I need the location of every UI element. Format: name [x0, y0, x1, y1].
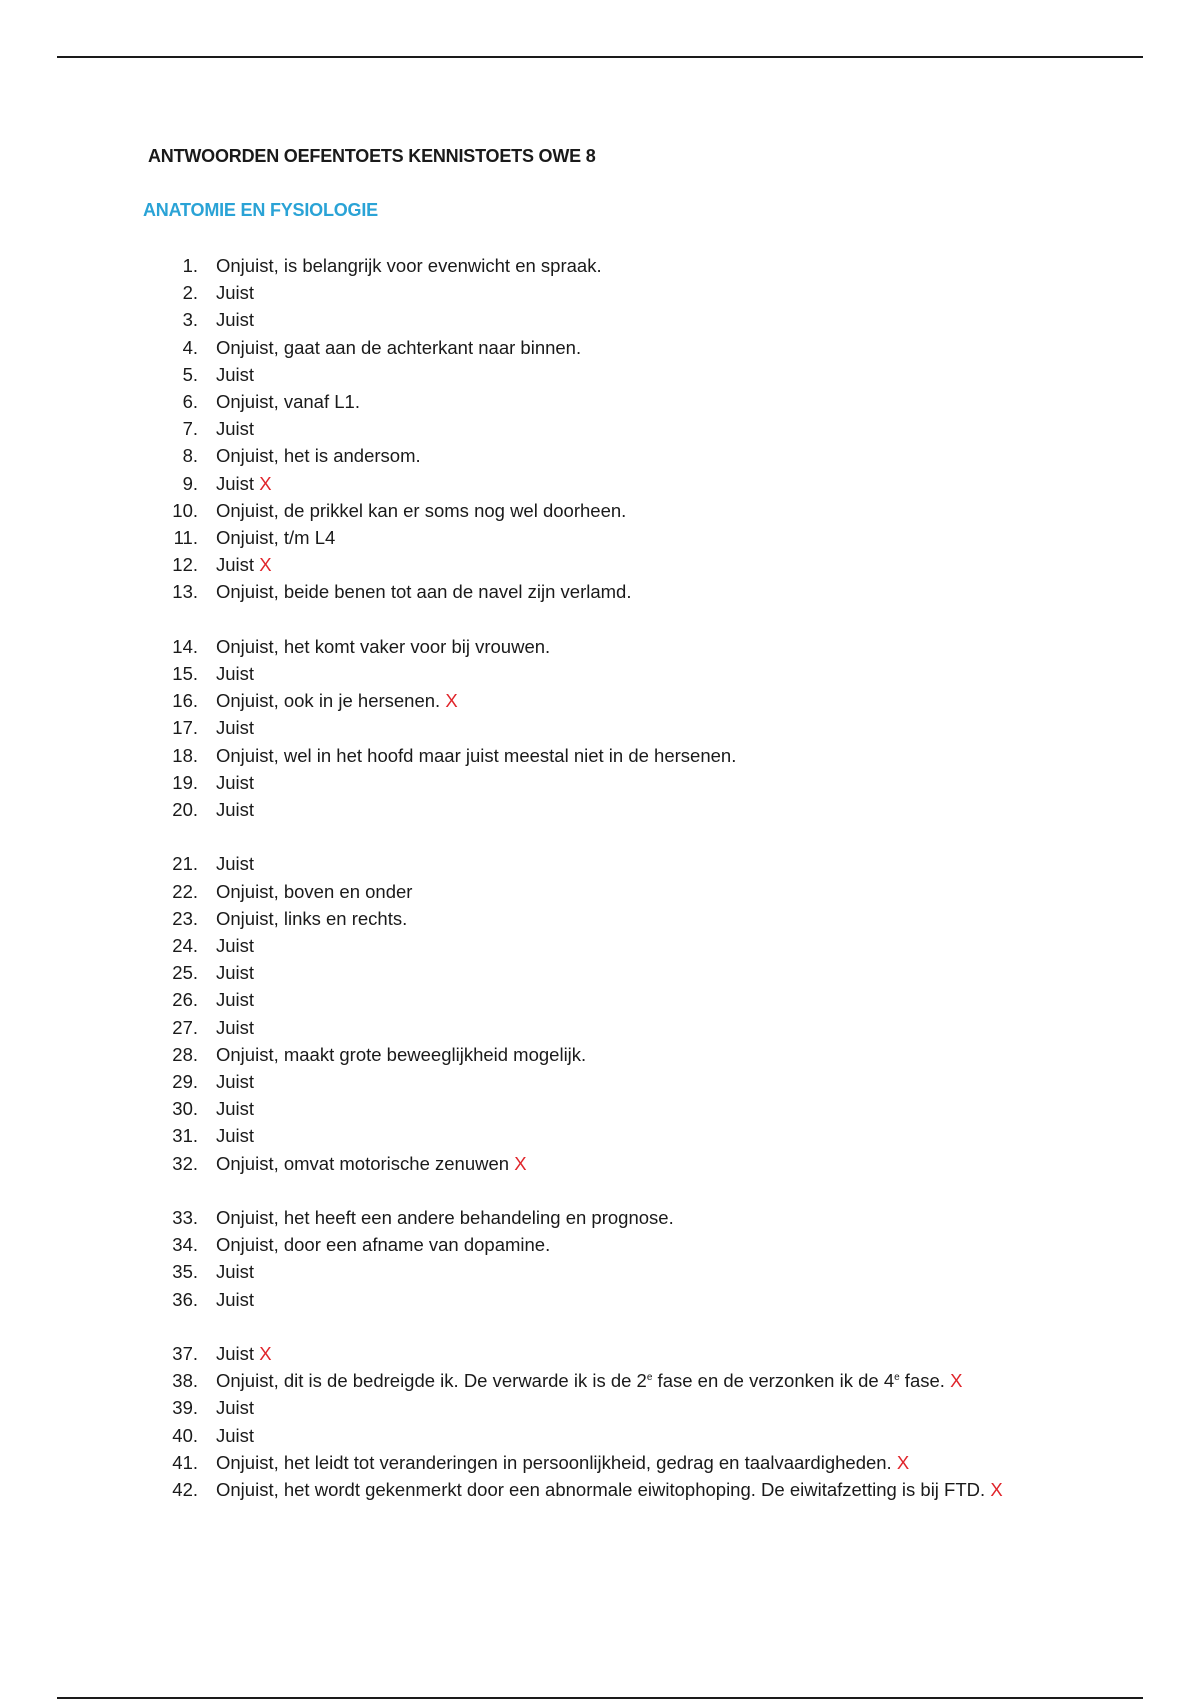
answer-item	[168, 578, 1048, 605]
answer-item	[168, 905, 1048, 932]
answer-text: Onjuist, wel in het hoofd maar juist meestal niet in de hersenen.	[216, 744, 737, 766]
answer-number: 20.	[172, 799, 198, 821]
answer-item	[168, 687, 1048, 714]
answer-item	[168, 986, 1048, 1013]
answer-item	[168, 796, 1048, 823]
answer-item	[168, 959, 1048, 986]
answer-number: 15.	[172, 663, 198, 685]
incorrect-mark: X	[259, 554, 272, 576]
answer-number: 22.	[172, 880, 198, 902]
answer-number: 8.	[182, 445, 198, 467]
answer-text: Juist	[216, 935, 255, 957]
answer-text: Juist	[216, 962, 255, 984]
superscript-ordinal: e	[646, 1372, 653, 1384]
answer-item	[168, 769, 1048, 796]
answer-number: 28.	[172, 1043, 198, 1065]
answer-text: Onjuist, links en rechts.	[216, 907, 408, 929]
answer-text: Onjuist, boven en onder	[216, 880, 413, 902]
answer-number: 2.	[182, 282, 198, 304]
answer-text: Onjuist, t/m L4	[216, 527, 336, 549]
answer-number: 4.	[182, 336, 198, 358]
answer-number: 32.	[172, 1152, 198, 1174]
answer-text: fase.	[899, 1370, 945, 1392]
answer-item	[168, 1258, 1048, 1285]
answer-number: 12.	[172, 554, 198, 576]
answer-item	[168, 1340, 1048, 1367]
answer-number: 25.	[172, 962, 198, 984]
answer-text: Onjuist, dit is de bedreigde ik. De verwarde ik is de 2	[216, 1370, 647, 1392]
answer-number: 16.	[172, 690, 198, 712]
incorrect-mark: X	[514, 1152, 527, 1174]
answer-text: Juist	[216, 1071, 255, 1093]
answer-text: Onjuist, het leidt tot veranderingen in persoonlijkheid, gedrag en taalvaardigheden.	[216, 1451, 892, 1473]
answer-text: Onjuist, omvat motorische zenuwen	[216, 1152, 510, 1174]
incorrect-mark: X	[950, 1370, 963, 1392]
answer-text: Juist	[216, 663, 255, 685]
answer-number: 42.	[172, 1479, 198, 1501]
answer-item	[168, 1394, 1048, 1421]
answer-text: Juist	[216, 1288, 255, 1310]
incorrect-mark: X	[259, 472, 272, 494]
answer-item	[168, 361, 1048, 388]
answer-item	[168, 524, 1048, 551]
answer-item	[168, 932, 1048, 959]
answer-number: 35.	[172, 1261, 198, 1283]
answer-number: 11.	[173, 527, 198, 549]
answer-text: Onjuist, door een afname van dopamine.	[216, 1234, 551, 1256]
answer-item	[168, 1095, 1048, 1122]
incorrect-mark: X	[990, 1479, 1003, 1501]
answer-item	[168, 1122, 1048, 1149]
answer-item	[168, 850, 1048, 877]
answer-text: Onjuist, gaat aan de achterkant naar binnen.	[216, 336, 582, 358]
answer-number: 5.	[182, 363, 198, 385]
answer-text: Juist	[216, 989, 255, 1011]
answer-number: 17.	[172, 717, 198, 739]
answer-number: 18.	[172, 744, 198, 766]
answer-item	[168, 633, 1048, 660]
answer-number: 39.	[172, 1397, 198, 1419]
answer-text: Onjuist, maakt grote beweeglijkheid mogelijk.	[216, 1043, 587, 1065]
answer-text: Onjuist, vanaf L1.	[216, 391, 360, 413]
incorrect-mark: X	[445, 690, 458, 712]
answer-text: Onjuist, het wordt gekenmerkt door een abnormale eiwitophoping. De eiwitafzetting is bij FTD.	[216, 1479, 986, 1501]
answer-number: 27.	[172, 1016, 198, 1038]
bottom-rule	[57, 1697, 1143, 1699]
answer-text: Onjuist, het heeft een andere behandeling en prognose.	[216, 1207, 674, 1229]
answer-item	[168, 388, 1048, 415]
answer-number: 10.	[172, 499, 198, 521]
answer-item	[168, 1068, 1048, 1095]
answer-text: Juist	[216, 1125, 255, 1147]
answer-item	[168, 1449, 1048, 1476]
answer-number: 6.	[182, 391, 198, 413]
answer-item	[168, 334, 1048, 361]
superscript-ordinal: e	[894, 1372, 900, 1384]
answer-item	[168, 415, 1048, 442]
answer-number: 24.	[172, 935, 198, 957]
answer-number: 23.	[172, 907, 198, 929]
answer-item	[168, 470, 1048, 497]
answer-text: Juist	[216, 799, 255, 821]
answer-item	[168, 878, 1048, 905]
answer-item	[168, 306, 1048, 333]
answer-item	[168, 252, 1048, 279]
answer-number: 30.	[172, 1098, 198, 1120]
answer-text: Juist	[216, 1261, 255, 1283]
answer-text: Onjuist, ook in je hersenen.	[216, 690, 441, 712]
top-rule	[57, 56, 1143, 58]
answer-item	[168, 1422, 1048, 1449]
document-title: ANTWOORDEN OEFENTOETS KENNISTOETS OWE 8	[148, 146, 596, 166]
answer-number: 7.	[182, 418, 198, 440]
answer-number: 40.	[172, 1424, 198, 1446]
answer-item	[168, 442, 1048, 469]
incorrect-mark: X	[896, 1451, 910, 1473]
answer-text: Juist	[216, 282, 255, 304]
answer-item	[168, 1041, 1048, 1068]
answer-item	[168, 1286, 1048, 1313]
answer-number: 1.	[182, 255, 198, 276]
answer-number: 41.	[172, 1451, 198, 1473]
answer-text: Onjuist, het komt vaker voor bij vrouwen.	[216, 635, 551, 657]
answer-text: Juist	[216, 1016, 255, 1038]
answer-number: 9.	[182, 472, 198, 494]
answer-number: 34.	[172, 1234, 198, 1256]
answer-text: Onjuist, is belangrijk voor evenwicht en spraak.	[216, 255, 602, 276]
answer-number: 26.	[172, 989, 198, 1011]
answer-item	[168, 1231, 1048, 1258]
answer-number: 33.	[172, 1207, 198, 1229]
answer-number: 29.	[172, 1071, 198, 1093]
answer-text: Juist	[216, 309, 255, 331]
answer-item	[168, 551, 1048, 578]
answer-item	[168, 1367, 1048, 1394]
answer-text: fase en de verzonken ik de 4	[652, 1370, 895, 1392]
answer-text: Onjuist, het is andersom.	[216, 445, 421, 467]
answer-text: Onjuist, beide benen tot aan de navel zijn verlamd.	[216, 581, 632, 603]
answer-list	[168, 252, 1048, 1503]
answer-text: Onjuist, de prikkel kan er soms nog wel doorheen.	[216, 499, 627, 521]
answer-item	[168, 714, 1048, 741]
answer-number: 19.	[172, 771, 198, 793]
answer-number: 31.	[172, 1125, 198, 1147]
answer-number: 14.	[172, 635, 198, 657]
answer-text: Juist	[216, 554, 255, 576]
answer-item	[168, 1150, 1048, 1177]
answer-item	[168, 497, 1048, 524]
answer-number: 13.	[172, 581, 198, 603]
answer-number: 38.	[172, 1370, 198, 1392]
answer-text: Juist	[216, 853, 255, 875]
answer-text: Juist	[216, 717, 255, 739]
answer-number: 21.	[172, 853, 198, 875]
answer-text: Juist	[216, 1397, 255, 1419]
answer-item	[168, 279, 1048, 306]
answer-text: Juist	[216, 418, 255, 440]
answer-text: Juist	[216, 363, 255, 385]
answer-number: 37.	[172, 1343, 198, 1365]
answer-item	[168, 742, 1048, 769]
answer-text: Juist	[216, 472, 255, 494]
answer-item	[168, 1014, 1048, 1041]
answer-item	[168, 1476, 1048, 1503]
answer-text: Juist	[216, 1343, 255, 1365]
answer-text: Juist	[216, 1098, 255, 1120]
section-heading: ANATOMIE EN FYSIOLOGIE	[143, 200, 378, 220]
answer-number: 3.	[182, 309, 198, 331]
answer-text: Juist	[216, 1424, 255, 1446]
answer-number: 36.	[172, 1288, 198, 1310]
answer-text: Juist	[216, 771, 255, 793]
answer-item	[168, 660, 1048, 687]
answer-item	[168, 1204, 1048, 1231]
incorrect-mark: X	[259, 1343, 272, 1365]
